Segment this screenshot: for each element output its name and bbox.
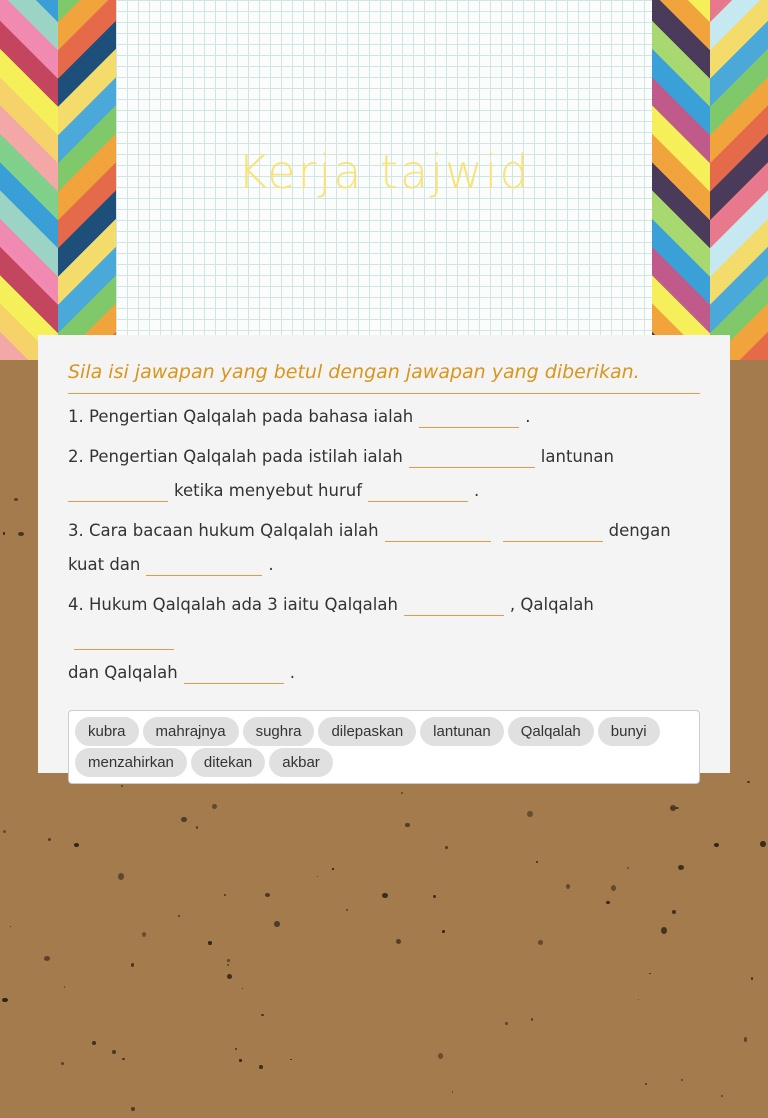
paper-speck (74, 843, 80, 847)
paper-speck (721, 1095, 723, 1096)
paper-speck (538, 940, 543, 945)
paper-speck (242, 988, 243, 989)
question-text: , Qalqalah (509, 595, 594, 614)
paper-speck (227, 959, 230, 961)
paper-speck (433, 895, 436, 897)
paper-speck (672, 910, 677, 914)
paper-speck (606, 901, 610, 904)
paper-speck (627, 867, 629, 868)
question-text: ketika menyebut huruf (174, 481, 363, 500)
word-chip[interactable]: Qalqalah (508, 717, 594, 746)
question-text: dan Qalqalah (68, 663, 178, 682)
paper-speck (649, 973, 651, 974)
answer-blank[interactable] (146, 556, 262, 576)
paper-speck (445, 846, 448, 848)
worksheet-card (38, 335, 730, 773)
question-text: . (268, 555, 274, 574)
paper-speck (261, 1014, 264, 1017)
paper-speck (181, 817, 186, 822)
paper-speck (224, 894, 226, 896)
paper-speck (239, 1059, 242, 1061)
paper-speck (112, 1050, 116, 1054)
paper-speck (638, 999, 639, 1000)
word-chip[interactable]: bunyi (598, 717, 660, 746)
paper-speck (178, 915, 180, 917)
paper-speck (332, 868, 333, 869)
paper-speck (396, 939, 402, 945)
paper-speck (122, 1058, 125, 1060)
paper-speck (64, 986, 66, 988)
question-text: . (289, 663, 295, 682)
paper-speck (48, 838, 51, 841)
word-bank (68, 710, 700, 784)
instruction-text: Sila isi jawapan yang betul dengan jawapan yang diberikan. (68, 361, 700, 394)
paper-speck (2, 998, 7, 1002)
paper-speck (317, 876, 318, 877)
question-text: lantunan (540, 447, 614, 466)
paper-speck (611, 885, 616, 891)
paper-speck (661, 927, 667, 934)
paper-speck (227, 964, 229, 966)
paper-speck (118, 873, 124, 880)
answer-blank[interactable] (409, 448, 535, 468)
paper-speck (645, 1083, 646, 1084)
word-chip[interactable]: kubra (75, 717, 139, 746)
paper-speck (3, 532, 5, 534)
answer-blank[interactable] (419, 408, 519, 428)
word-chip[interactable]: mahrajnya (143, 717, 239, 746)
paper-speck (131, 963, 134, 966)
question-4 (68, 588, 700, 690)
header-banner (0, 0, 768, 360)
paper-speck (3, 830, 6, 833)
answer-blank[interactable] (385, 522, 491, 542)
paper-speck (92, 1041, 96, 1044)
question-text: . (474, 481, 480, 500)
paper-speck (196, 826, 198, 829)
paper-speck (531, 1018, 534, 1022)
paper-speck (751, 977, 754, 980)
answer-blank[interactable] (503, 522, 603, 542)
paper-speck (18, 532, 24, 536)
paper-speck (536, 861, 538, 863)
paper-speck (208, 941, 213, 945)
question-2 (68, 440, 700, 508)
paper-speck (678, 865, 684, 870)
paper-speck (346, 909, 348, 911)
paper-speck (227, 974, 232, 979)
question-text: 4. Hukum Qalqalah ada 3 iaitu Qalqalah (68, 595, 398, 614)
question-3 (68, 514, 700, 582)
question-text: 1. Pengertian Qalqalah pada bahasa ialah (68, 407, 414, 426)
chevron-decoration-left-2 (58, 0, 116, 360)
chevron-decoration-right-2 (710, 0, 768, 360)
paper-speck (760, 841, 766, 847)
paper-speck (438, 1053, 443, 1059)
paper-speck (747, 781, 750, 783)
question-text: 2. Pengertian Qalqalah pada istilah ialah (68, 447, 403, 466)
word-chip[interactable]: sughra (243, 717, 315, 746)
paper-speck (681, 1079, 683, 1081)
answer-blank[interactable] (404, 596, 504, 616)
paper-speck (670, 805, 676, 811)
paper-speck (259, 1065, 262, 1069)
chevron-decoration-right (652, 0, 710, 360)
question-text: 3. Cara bacaan hukum Qalqalah ialah (68, 521, 379, 540)
paper-speck (405, 823, 410, 828)
paper-speck (10, 926, 11, 927)
paper-speck (382, 893, 387, 898)
paper-speck (44, 956, 50, 961)
paper-speck (442, 930, 445, 933)
answer-blank[interactable] (68, 482, 168, 502)
answer-blank[interactable] (368, 482, 468, 502)
question-text: . (525, 407, 531, 426)
paper-speck (452, 1091, 454, 1093)
paper-speck (235, 1048, 237, 1050)
answer-blank[interactable] (74, 630, 174, 650)
paper-speck (14, 498, 18, 501)
paper-speck (290, 1059, 291, 1060)
paper-speck (61, 1062, 64, 1065)
paper-speck (131, 1107, 135, 1111)
answer-blank[interactable] (184, 664, 284, 684)
word-chip[interactable]: dilepaskan (318, 717, 416, 746)
paper-speck (505, 1022, 508, 1025)
chevron-decoration-left (0, 0, 58, 360)
paper-speck (121, 785, 123, 787)
word-chip[interactable]: ditekan (191, 748, 265, 777)
word-chip[interactable]: akbar (269, 748, 333, 777)
paper-speck (566, 884, 571, 889)
question-text: dengan kuat dan (68, 521, 671, 574)
paper-speck (265, 893, 270, 897)
word-chip[interactable]: lantunan (420, 717, 504, 746)
page-title: Kerja tajwid (237, 145, 531, 199)
word-chip[interactable]: menzahirkan (75, 748, 187, 777)
paper-speck (744, 1037, 748, 1042)
paper-speck (274, 921, 279, 927)
question-1 (68, 400, 700, 434)
paper-speck (142, 932, 146, 938)
paper-speck (212, 804, 217, 810)
paper-speck (714, 843, 719, 847)
paper-speck (527, 811, 532, 817)
paper-speck (401, 792, 404, 794)
